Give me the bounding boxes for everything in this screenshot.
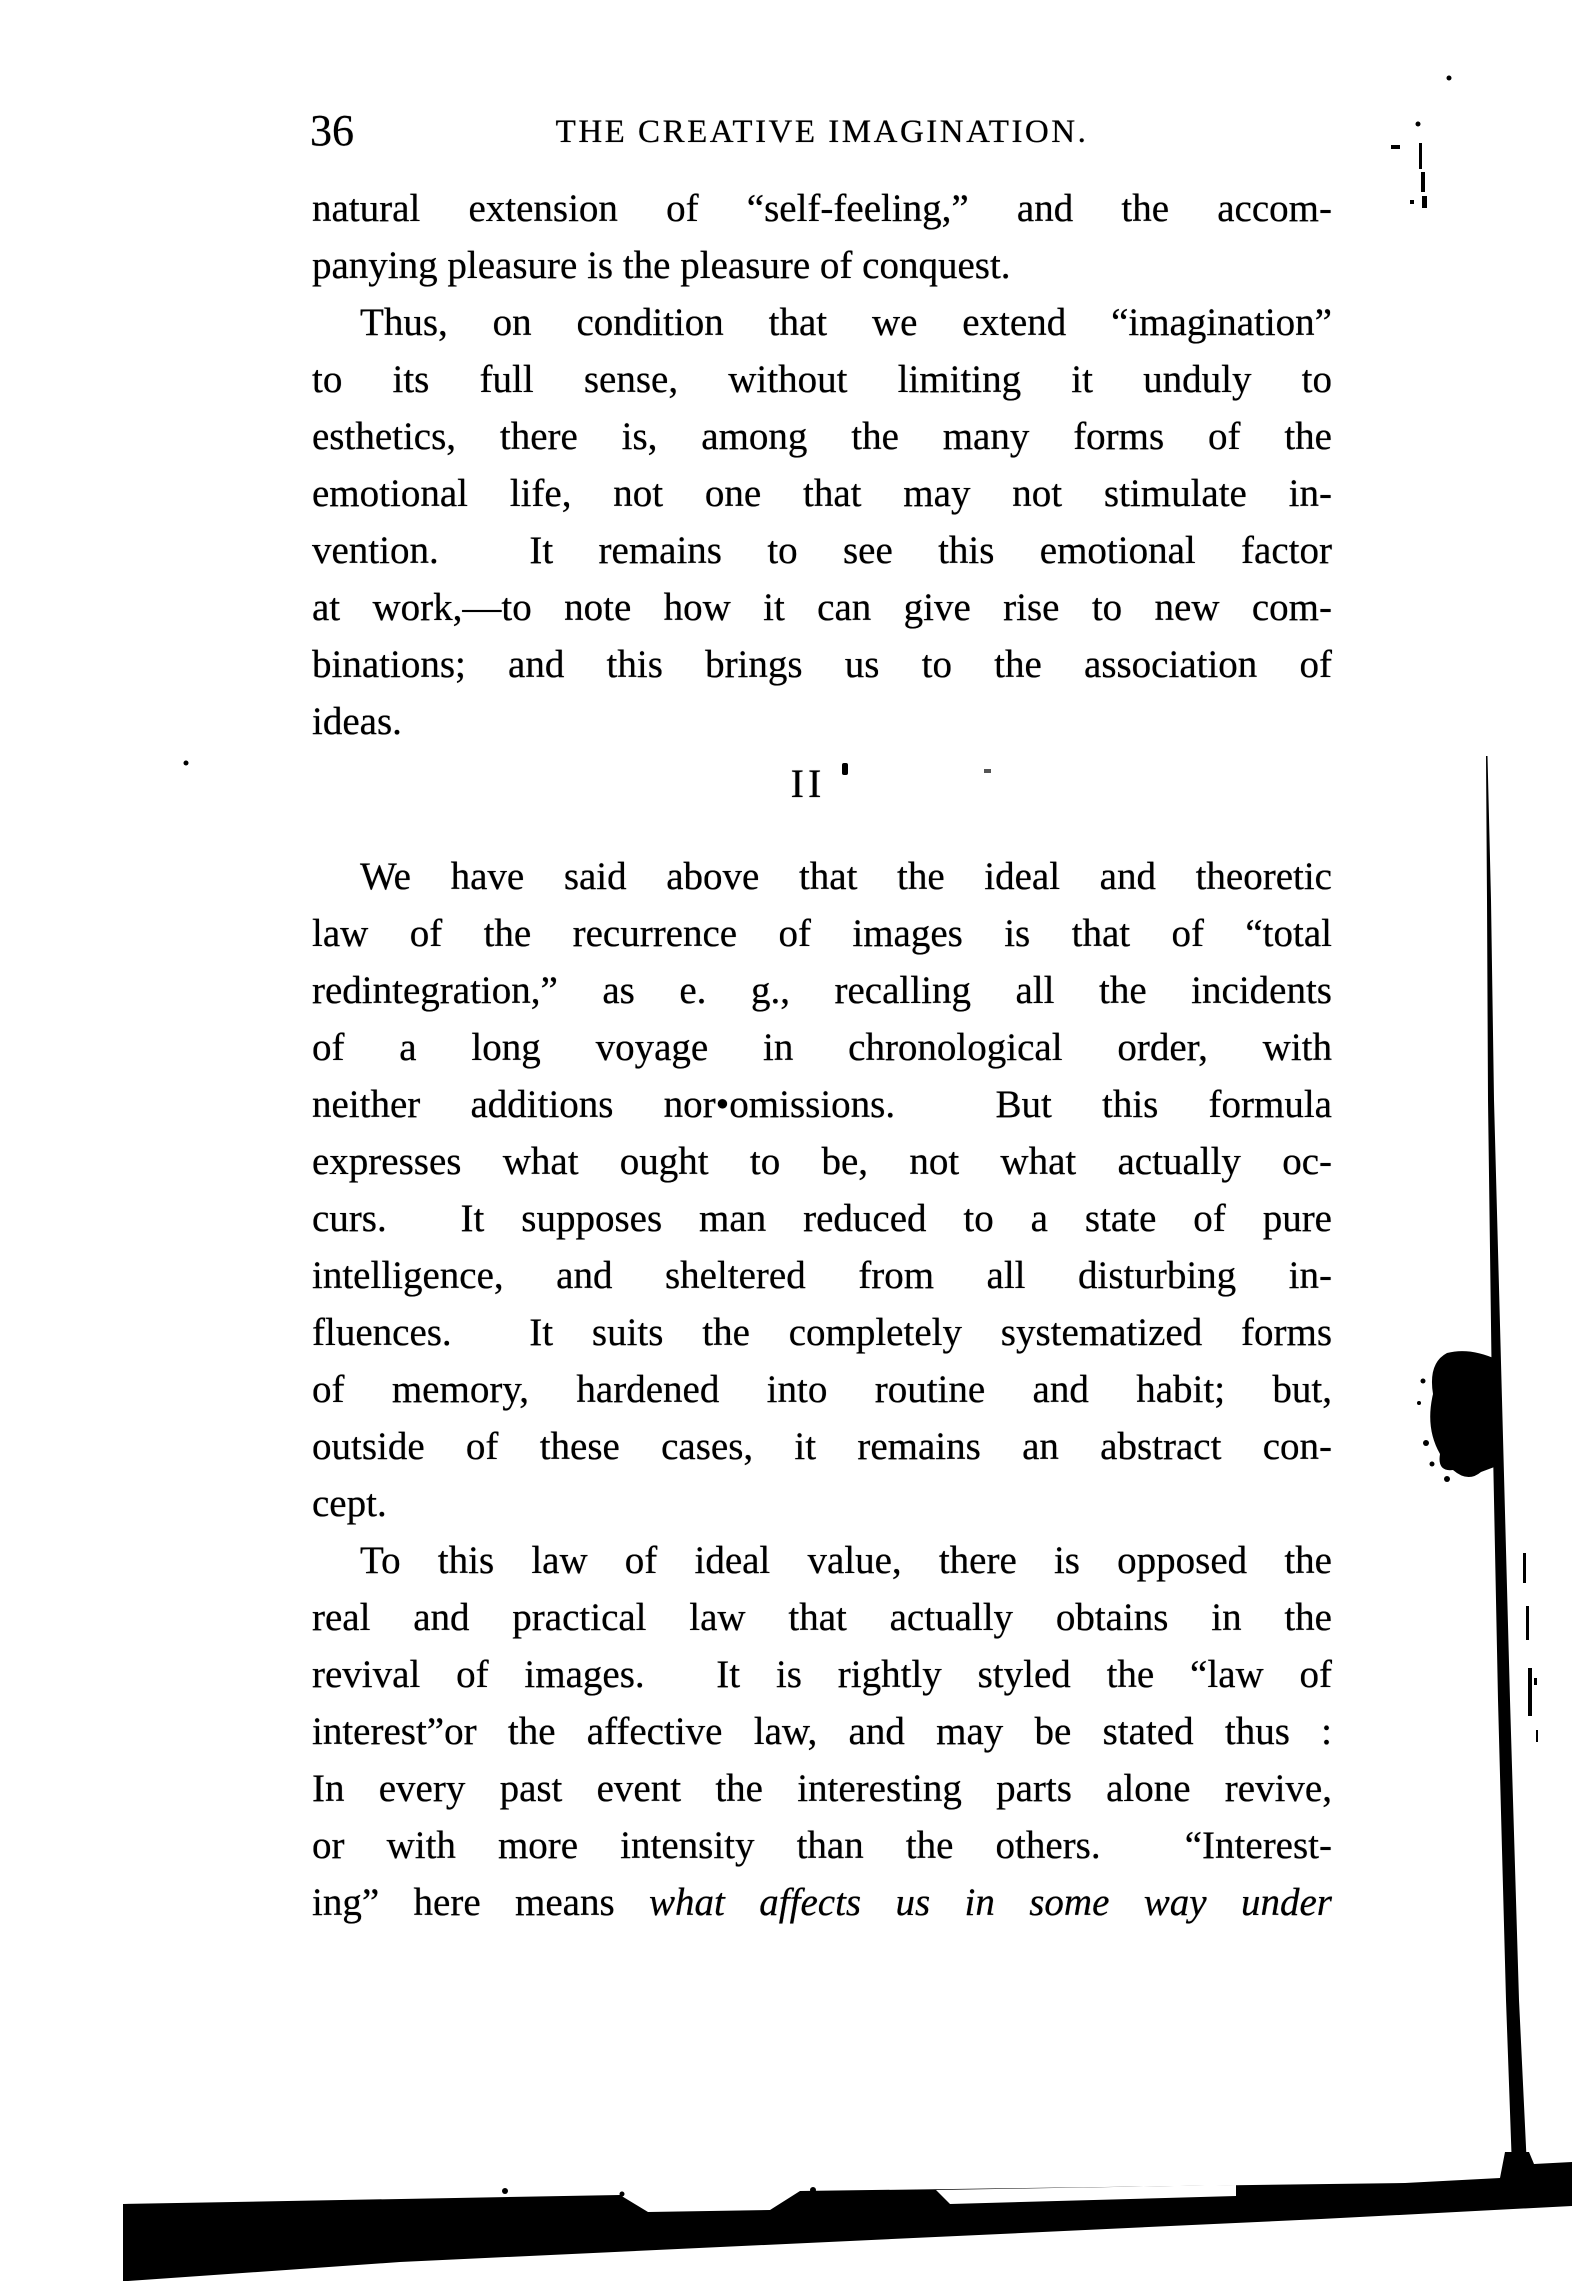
text-line: binations; and this brings us to the association of [312,643,1332,686]
paragraph [312,294,1332,750]
text-line: at work,—to note how it can give rise to new com- [312,586,1332,629]
running-title: THE CREATIVE IMAGINATION. [555,114,1089,150]
paragraph [312,180,1332,294]
vertical-scan-line-artifact [1486,756,1527,2168]
page-text-column [312,180,1332,1931]
text-line: vention. It remains to see this emotional factor [312,529,1332,572]
text-line: revival of images. It is rightly styled the “law of [312,1653,1332,1696]
text-line: cept. [312,1482,387,1525]
ink-blob-speck [1444,1476,1450,1482]
text-line: In every past event the interesting parts alone revive, [312,1767,1332,1810]
right-margin-tick-artifact [1523,1553,1538,1742]
text-line: or with more intensity than the others. “Interest- [312,1824,1332,1867]
running-header [312,104,1332,160]
text-line: We have said above that the ideal and theoretic [360,855,1332,898]
text-line: intelligence, and sheltered from all disturbing in- [312,1254,1332,1297]
text-line: law of the recurrence of images is that of “total [312,912,1332,955]
bottom-speck-artifact [502,2187,816,2197]
text-line: outside of these cases, it remains an abstract con- [312,1425,1332,1468]
paragraph [312,848,1332,1532]
text-line: Thus, on condition that we extend “imagination” [360,301,1332,344]
text-line: emotional life, not one that may not stimulate in- [312,472,1332,515]
bottom-bar-white-slit [936,2185,1236,2204]
text-line: of a long voyage in chronological order, with [312,1026,1332,1069]
text-line: ideas. [312,700,402,743]
text-line: fluences. It suits the completely systematized forms [312,1311,1332,1354]
text-line: interest”or the affective law, and may be stated thus : [312,1710,1332,1753]
ink-blob-speck [1417,1401,1421,1405]
section-heading: II [790,761,826,806]
ink-blob-speck [1421,1379,1426,1384]
text-line: esthetics, there is, among the many forms of the [312,415,1332,458]
paragraph [312,1532,1332,1931]
text-line: expresses what ought to be, not what actually oc- [312,1140,1332,1183]
bottom-scan-bar-artifact [123,2152,1572,2281]
text-line: neither additions nor•omissions. But this formula [312,1083,1332,1126]
margin-speck-artifact [184,761,189,766]
italic-text: what affects us in some way under [649,1881,1332,1924]
page-number: 36 [310,106,354,155]
text-line: ing” here means what affects us in some way under [312,1881,1332,1924]
text-line: panying pleasure is the pleasure of conquest. [312,244,1011,287]
text-line: curs. It supposes man reduced to a state of pure [312,1197,1332,1240]
text-line: of memory, hardened into routine and habit; but, [312,1368,1332,1411]
top-right-speck-artifact [1391,76,1452,209]
text-line: real and practical law that actually obtains in the [312,1596,1332,1639]
text-line: to its full sense, without limiting it unduly to [312,358,1332,401]
text-line: redintegration,” as e. g., recalling all the incidents [312,969,1332,1012]
text-line: To this law of ideal value, there is opposed the [360,1539,1332,1582]
ink-blob-speck [1423,1440,1429,1446]
ink-blob-artifact [1430,1351,1498,1477]
text-line: natural extension of “self-feeling,” and the accom- [312,187,1332,230]
ink-blob-speck [1430,1462,1435,1467]
